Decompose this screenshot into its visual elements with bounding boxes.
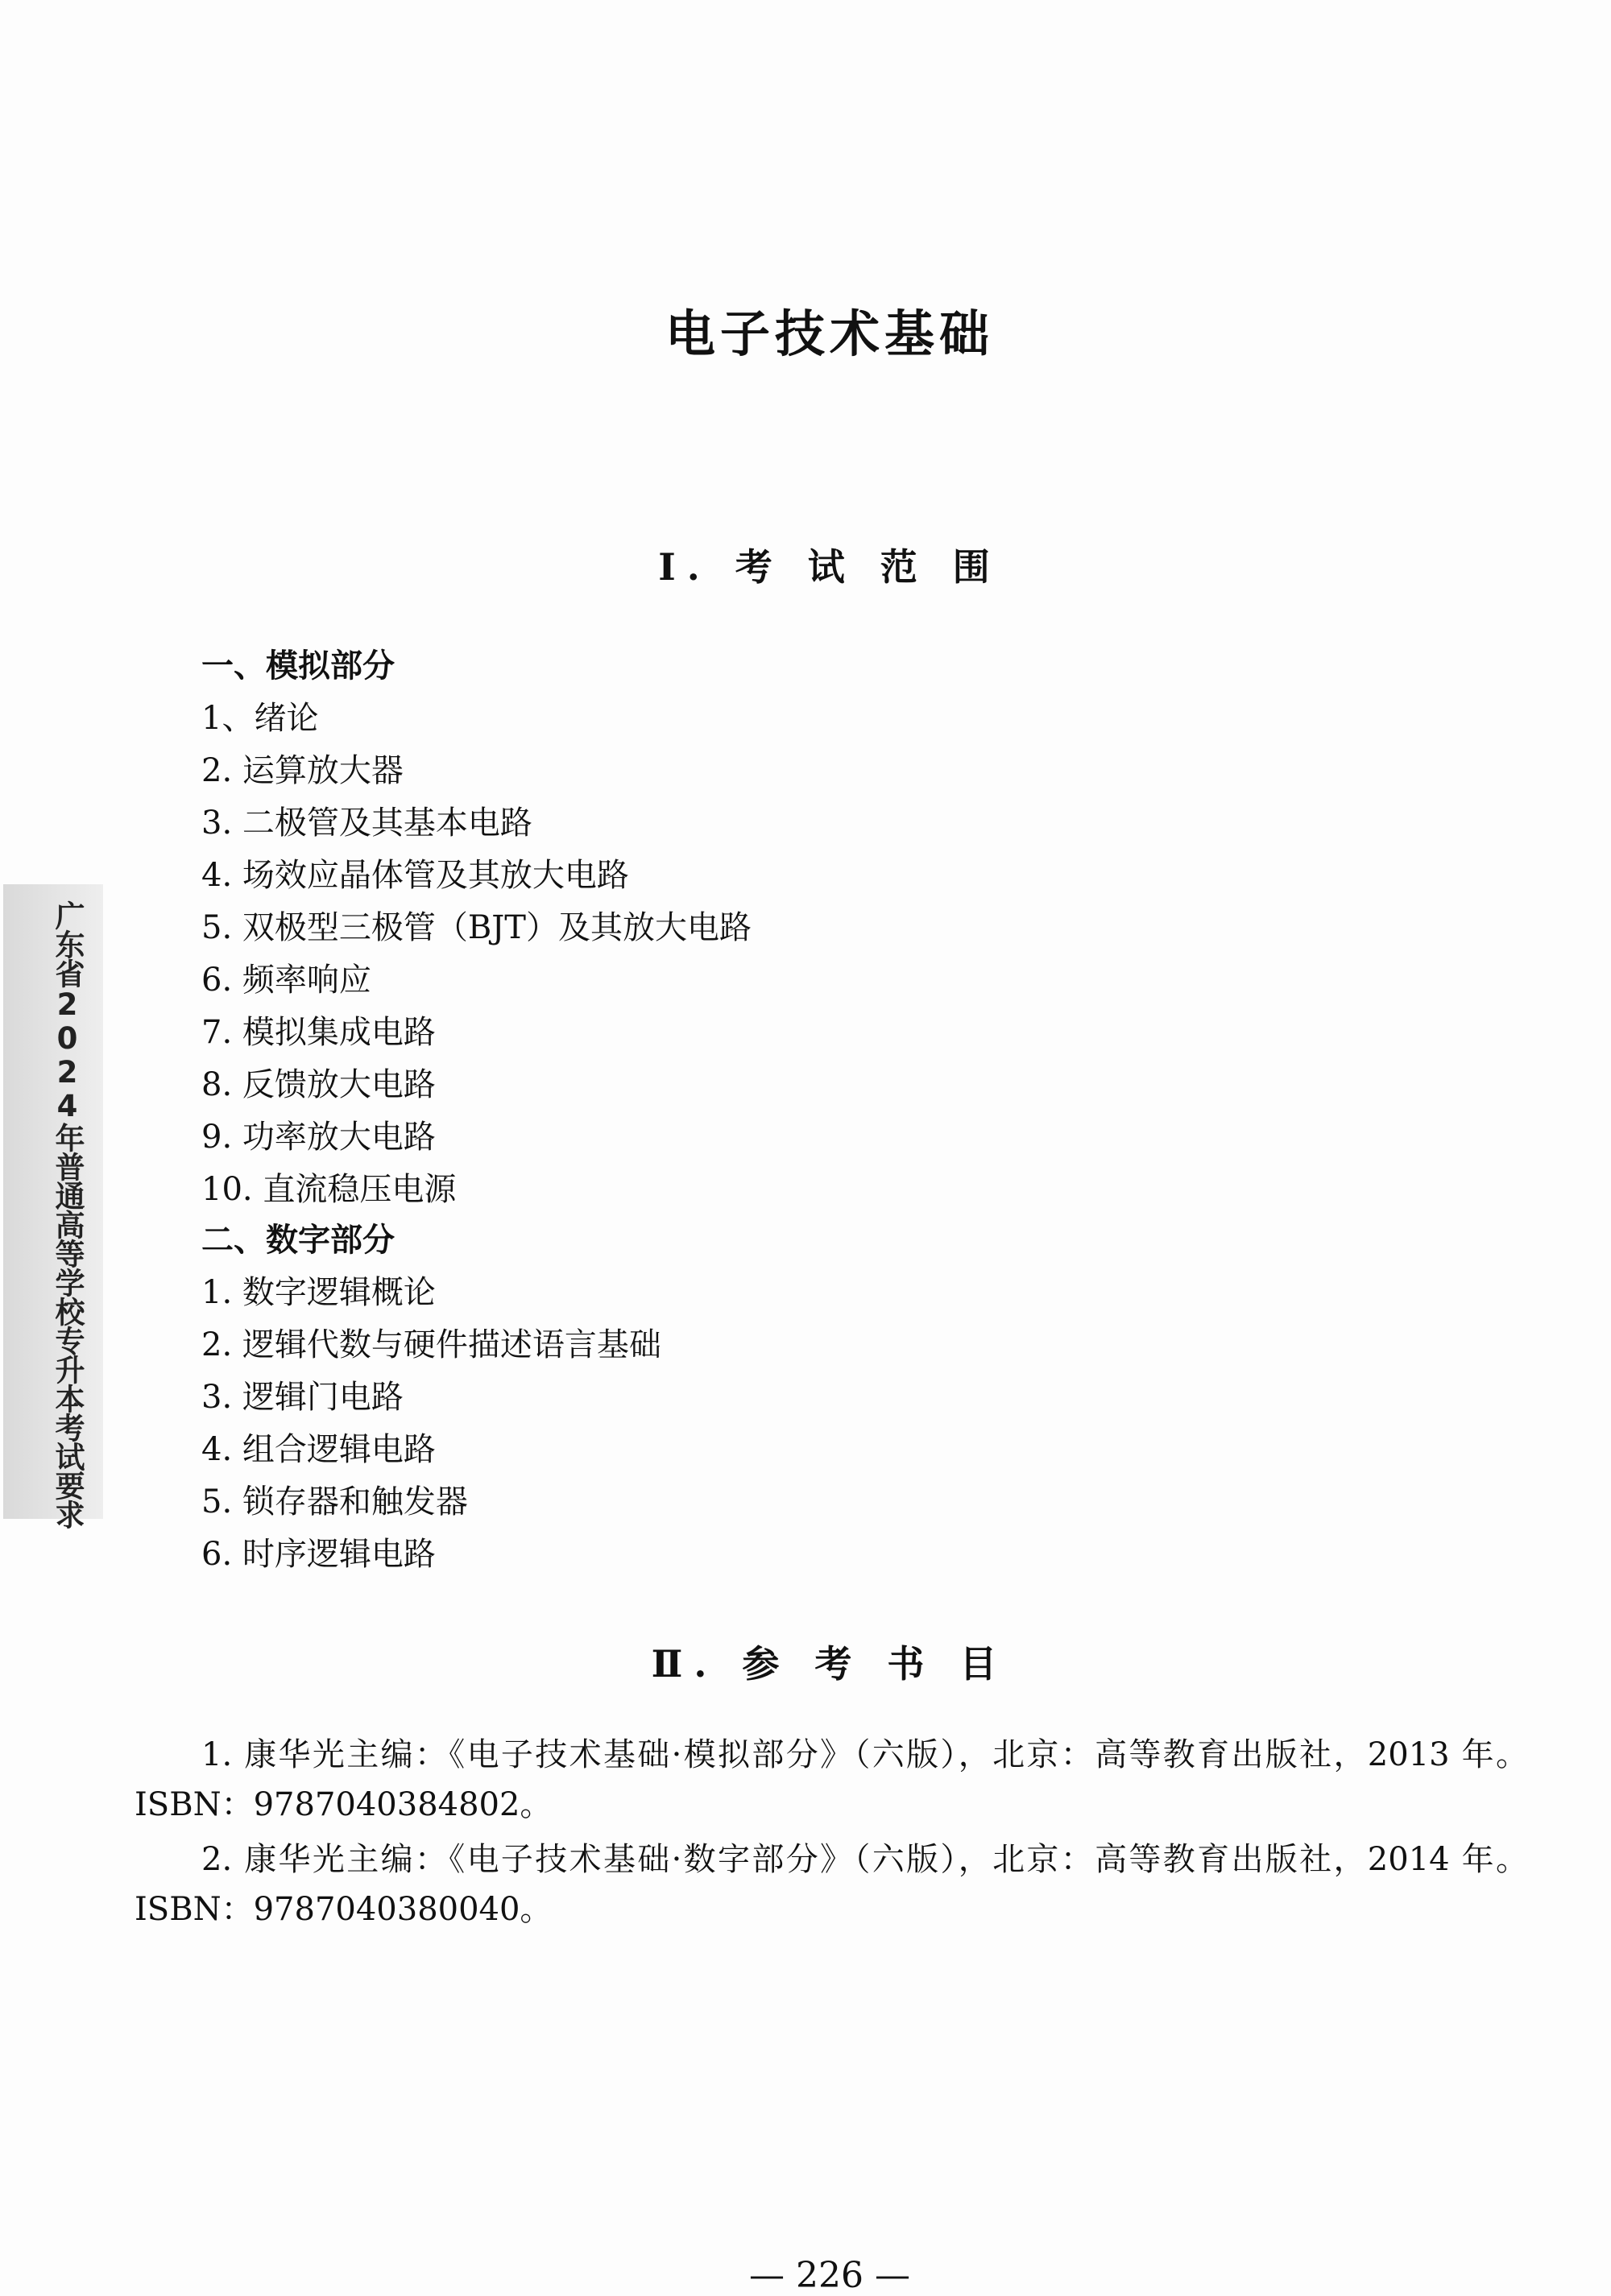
list-item: 2. 运算放大器 xyxy=(201,752,404,789)
list-item: 1、绪论 xyxy=(201,700,319,737)
page-number: — 226 — xyxy=(749,2255,910,2296)
list-item: 10. 直流稳压电源 xyxy=(201,1171,457,1208)
list-item: 2. 逻辑代数与硬件描述语言基础 xyxy=(201,1326,661,1363)
list-item: 7. 模拟集成电路 xyxy=(201,1014,436,1051)
category-digital: 二、数字部分 xyxy=(201,1222,395,1259)
list-item: 4. 组合逻辑电路 xyxy=(201,1431,436,1468)
section-heading-references: Ⅱ. 参 考 书 目 xyxy=(651,1642,1008,1686)
side-tab-label: 广东省2024年普通高等学校专升本考试要求 xyxy=(50,900,85,1529)
page-title: 电子技术基础 xyxy=(665,304,994,363)
list-item: 3. 逻辑门电路 xyxy=(201,1379,404,1416)
list-item: 6. 频率响应 xyxy=(201,962,371,999)
list-item: 9. 功率放大电路 xyxy=(201,1119,436,1156)
list-item: 1. 数字逻辑概论 xyxy=(201,1274,436,1311)
reference-item: 2. 康华光主编：《电子技术基础·数字部分》（六版），北京：高等教育出版社，2014 年。ISBN：9787040380040。 xyxy=(135,1841,1528,1928)
list-item: 8. 反馈放大电路 xyxy=(201,1066,436,1103)
list-item: 4. 场效应晶体管及其放大电路 xyxy=(201,857,629,894)
reference-item: 1. 康华光主编：《电子技术基础·模拟部分》（六版），北京：高等教育出版社，2013 年。ISBN：9787040384802。 xyxy=(135,1736,1528,1823)
section-heading-scope: Ⅰ. 考 试 范 围 xyxy=(658,545,1001,589)
category-analog: 一、模拟部分 xyxy=(201,647,395,685)
list-item: 6. 时序逻辑电路 xyxy=(201,1536,436,1573)
list-item: 3. 二极管及其基本电路 xyxy=(201,805,532,842)
list-item: 5. 锁存器和触发器 xyxy=(201,1483,468,1520)
list-item: 5. 双极型三极管（BJT）及其放大电路 xyxy=(201,909,752,946)
